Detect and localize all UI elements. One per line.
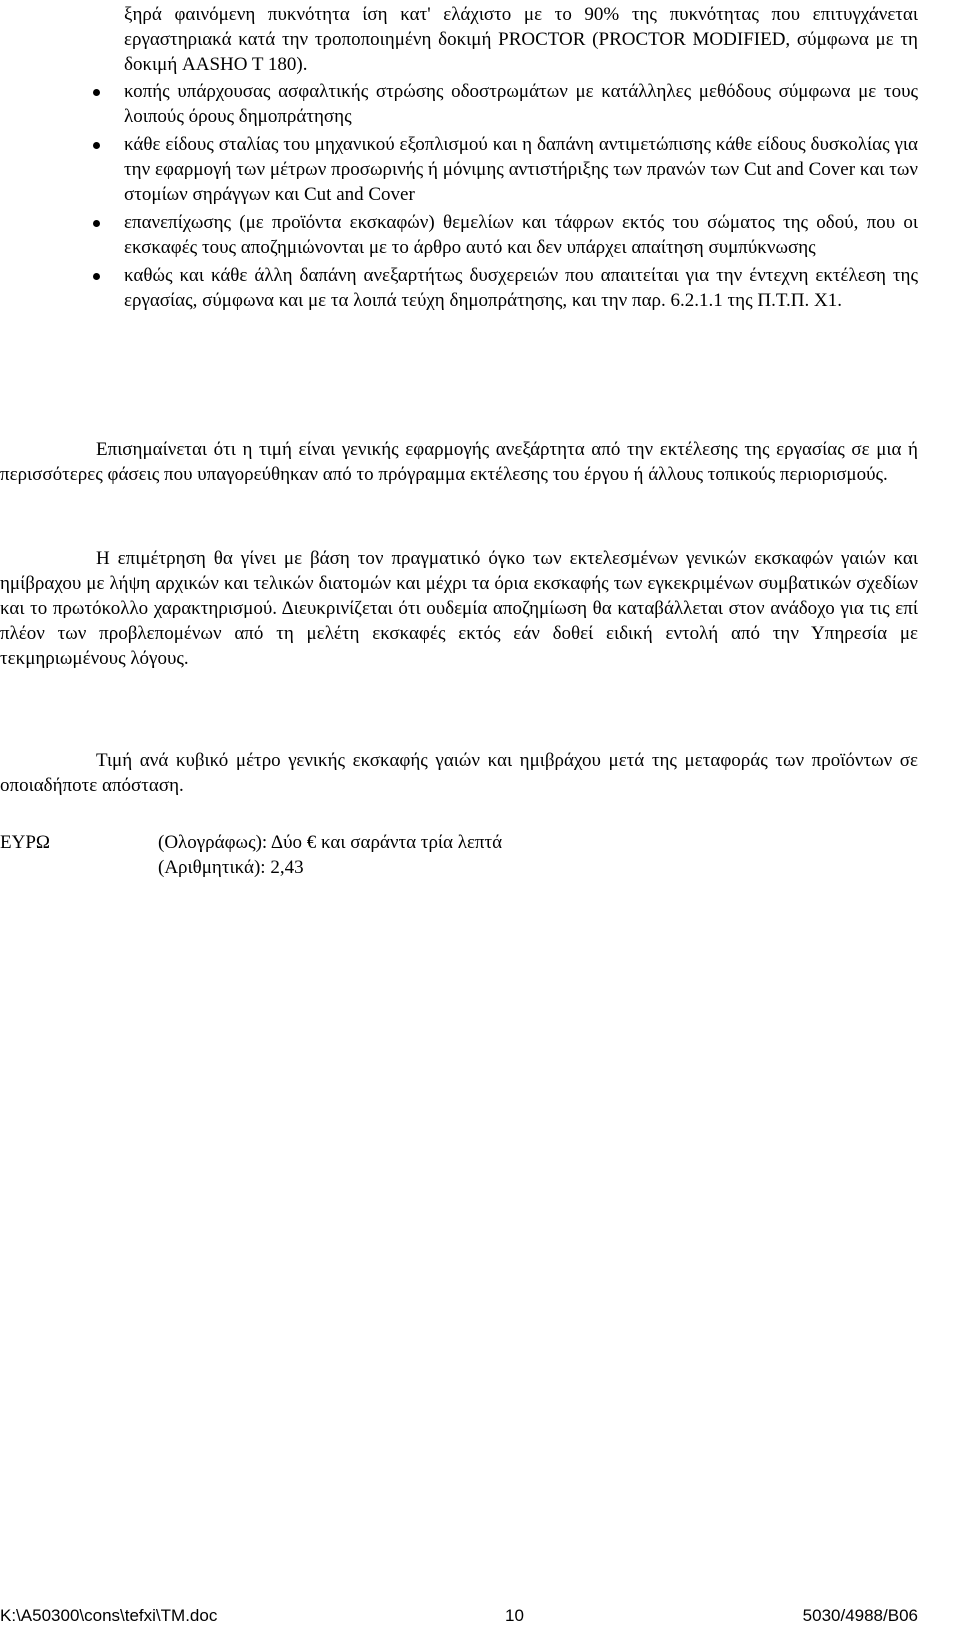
bullet-list [124,2,918,316]
footer-page-number: 10 [505,1606,524,1625]
bullet-item [124,132,918,207]
bullet-item [124,79,918,129]
price-in-words: (Ολογράφως): Δύο € και σαράντα τρία λεπτά [158,832,503,853]
paragraph-measurement: Η επιμέτρηση θα γίνει με βάση τον πραγματικό όγκο των εκτελεσμένων γενικών εκσκαφών γαιών και ημίβραχου με λήψη αρχικών και τελικών διατομών και μέχρι τα όρια εκσκαφής των εγκεκριμένων συμβατικών σχεδίων και το πρωτόκολλο χαρακτηρισμού. Διευκρινίζεται ότι ουδεμία αποζημίωση θα καταβάλλεται στον ανάδοχο για τις επί πλέον των προβλεπομένων από τη μελέτη εκσκαφές εκτός εάν δοθεί ειδική εντολή από την Υπηρεσία με τεκμηριωμένους λόγους. [0,548,918,669]
bullet-dot-icon [93,273,100,280]
footer-file-path: K:\A50300\cons\tefxi\TM.doc [0,1606,218,1625]
bullet-dot-icon [93,89,100,96]
bullet-text: ξηρά φαινόμενη πυκνότητα ίση κατ' ελάχιστο με το 90% της πυκνότητας που επιτυγχάνεται εργαστηριακά κατά την τροποποιημένη δοκιμή PROCTOR (PROCTOR MODIFIED, σύμφωνα με τη δοκιμή AASHO T 180). [124,4,918,75]
bullet-dot-icon [93,142,100,149]
bullet-text: κάθε είδους σταλίας του μηχανικού εξοπλισμού και η δαπάνη αντιμετώπισης κάθε είδους δυσκολίας για την εφαρμογή των μέτρων προσωρινής ή μόνιμης αντιστήριξης των πρανών των Cut and Cover και των στομίων σηράγγων και Cut and Cover [124,134,918,205]
currency-label: ΕΥΡΩ [0,832,51,853]
page-footer [0,1605,918,1629]
bullet-text: κοπής υπάρχουσας ασφαλτικής στρώσης οδοστρωμάτων με κατάλληλες μεθόδους σύμφωνα με τους λοιπούς όρους δημοπράτησης [124,81,918,127]
bullet-item-continued [124,2,918,77]
price-lines [158,830,502,880]
price-in-numbers: (Αριθμητικά): 2,43 [158,857,304,878]
bullet-item [124,210,918,260]
bullet-text: επανεπίχωσης (με προϊόντα εκσκαφών) θεμελίων και τάφρων εκτός του σώματος της οδού, που οι εκσκαφές τους αποζημιώνονται με το άρθρο αυτό και δεν υπάρχει απαίτηση συμπύκνωσης [124,212,918,258]
bullet-text: καθώς και κάθε άλλη δαπάνη ανεξαρτήτως δυσχερειών που απαιτείται για την έντεχνη εκτέλεση της εργασίας, σύμφωνα και με τα λοιπά τεύχη δημοπράτησης, και την παρ. 6.2.1.1 της Π.Τ.Π. Χ1. [124,265,918,311]
footer-document-code: 5030/4988/B06 [802,1606,918,1625]
paragraph-general-application: Επισημαίνεται ότι η τιμή είναι γενικής εφαρμογής ανεξάρτητα από την εκτέλεσης της εργασίας σε μια ή περισσότερες φάσεις που υπαγορεύθηκαν από το πρόγραμμα εκτέλεσης του έργου ή άλλους τοπικούς περιορισμούς. [0,439,918,485]
bullet-item [124,263,918,313]
paragraph-unit-price-description: Τιμή ανά κυβικό μέτρο γενικής εκσκαφής γαιών και ημιβράχου μετά της μεταφοράς των προϊόντων σε οποιαδήποτε απόσταση. [0,750,918,796]
bullet-dot-icon [93,220,100,227]
